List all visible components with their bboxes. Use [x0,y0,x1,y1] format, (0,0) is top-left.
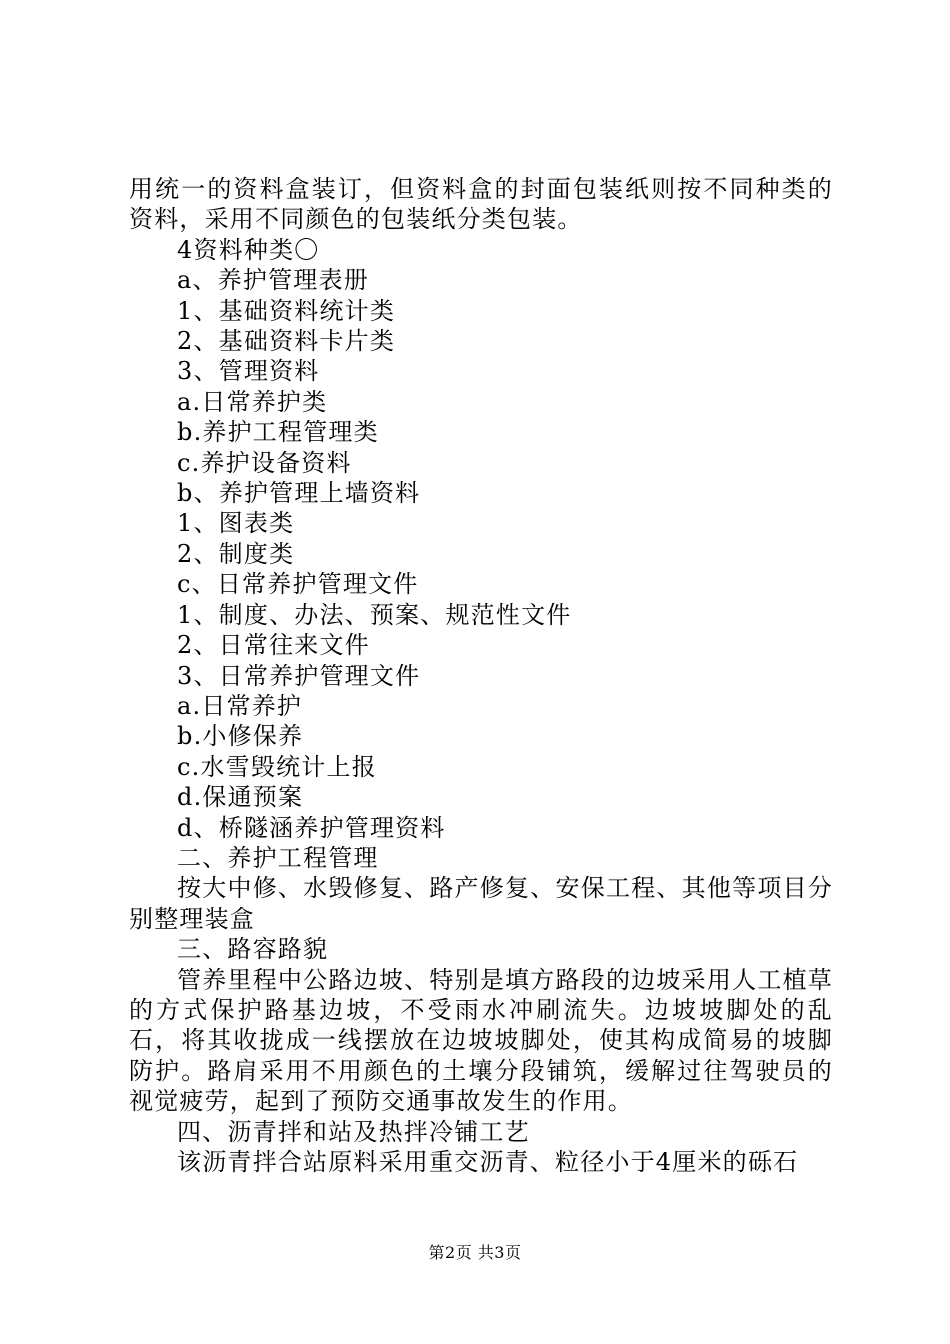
section-heading: 二、养护工程管理 [177,843,379,872]
list-item: 2、基础资料卡片类 [177,327,396,356]
list-item: 3、管理资料 [177,357,320,386]
list-item: a.日常养护 [177,691,303,720]
section-heading: 三、路容路貌 [177,935,329,964]
list-item: b.小修保养 [177,722,304,751]
list-item: c、日常养护管理文件 [177,570,419,599]
list-item: 4资料种类〇 [177,235,320,264]
document-body [129,174,833,1177]
page-footer: 第2页 共3页 [428,1243,522,1262]
list-item: d、桥隧涵养护管理资料 [177,813,446,842]
list-item: c.水雪毁统计上报 [177,752,377,781]
paragraph: 用统一的资料盒装订，但资料盒的封面包装纸则按不同种类的资料，采用不同颜色的包装纸分类包装。 [129,175,833,234]
list-item: c.养护设备资料 [177,448,352,477]
list-item: 2、日常往来文件 [177,631,370,660]
paragraph: 管养里程中公路边坡、特别是填方路段的边坡采用人工植草的方式保护路基边坡，不受雨水冲刷流失。边坡坡脚处的乱石，将其收拢成一线摆放在边坡坡脚处，使其构成简易的坡脚防护。路肩采用不用颜色的土壤分段铺筑，缓解过往驾驶员的视觉疲劳，起到了预防交通事故发生的作用。 [129,965,833,1116]
list-item: 1、基础资料统计类 [177,296,396,325]
list-item: 2、制度类 [177,539,295,568]
paragraph: 该沥青拌合站原料采用重交沥青、粒径小于4厘米的砾石 [177,1148,799,1176]
paragraph: 按大中修、水毁修复、路产修复、安保工程、其他等项目分别整理装盒 [129,874,833,933]
list-item: b.养护工程管理类 [177,418,379,447]
section-heading: 四、沥青拌和站及热拌冷铺工艺 [177,1117,530,1146]
list-item: b、养护管理上墙资料 [177,479,421,508]
list-item: 1、制度、办法、预案、规范性文件 [177,600,572,629]
list-item: d.保通预案 [177,783,304,812]
list-item: a、养护管理表册 [177,266,369,295]
list-item: 1、图表类 [177,509,295,538]
list-item: 3、日常养护管理文件 [177,661,421,690]
list-item: a.日常养护类 [177,387,328,416]
